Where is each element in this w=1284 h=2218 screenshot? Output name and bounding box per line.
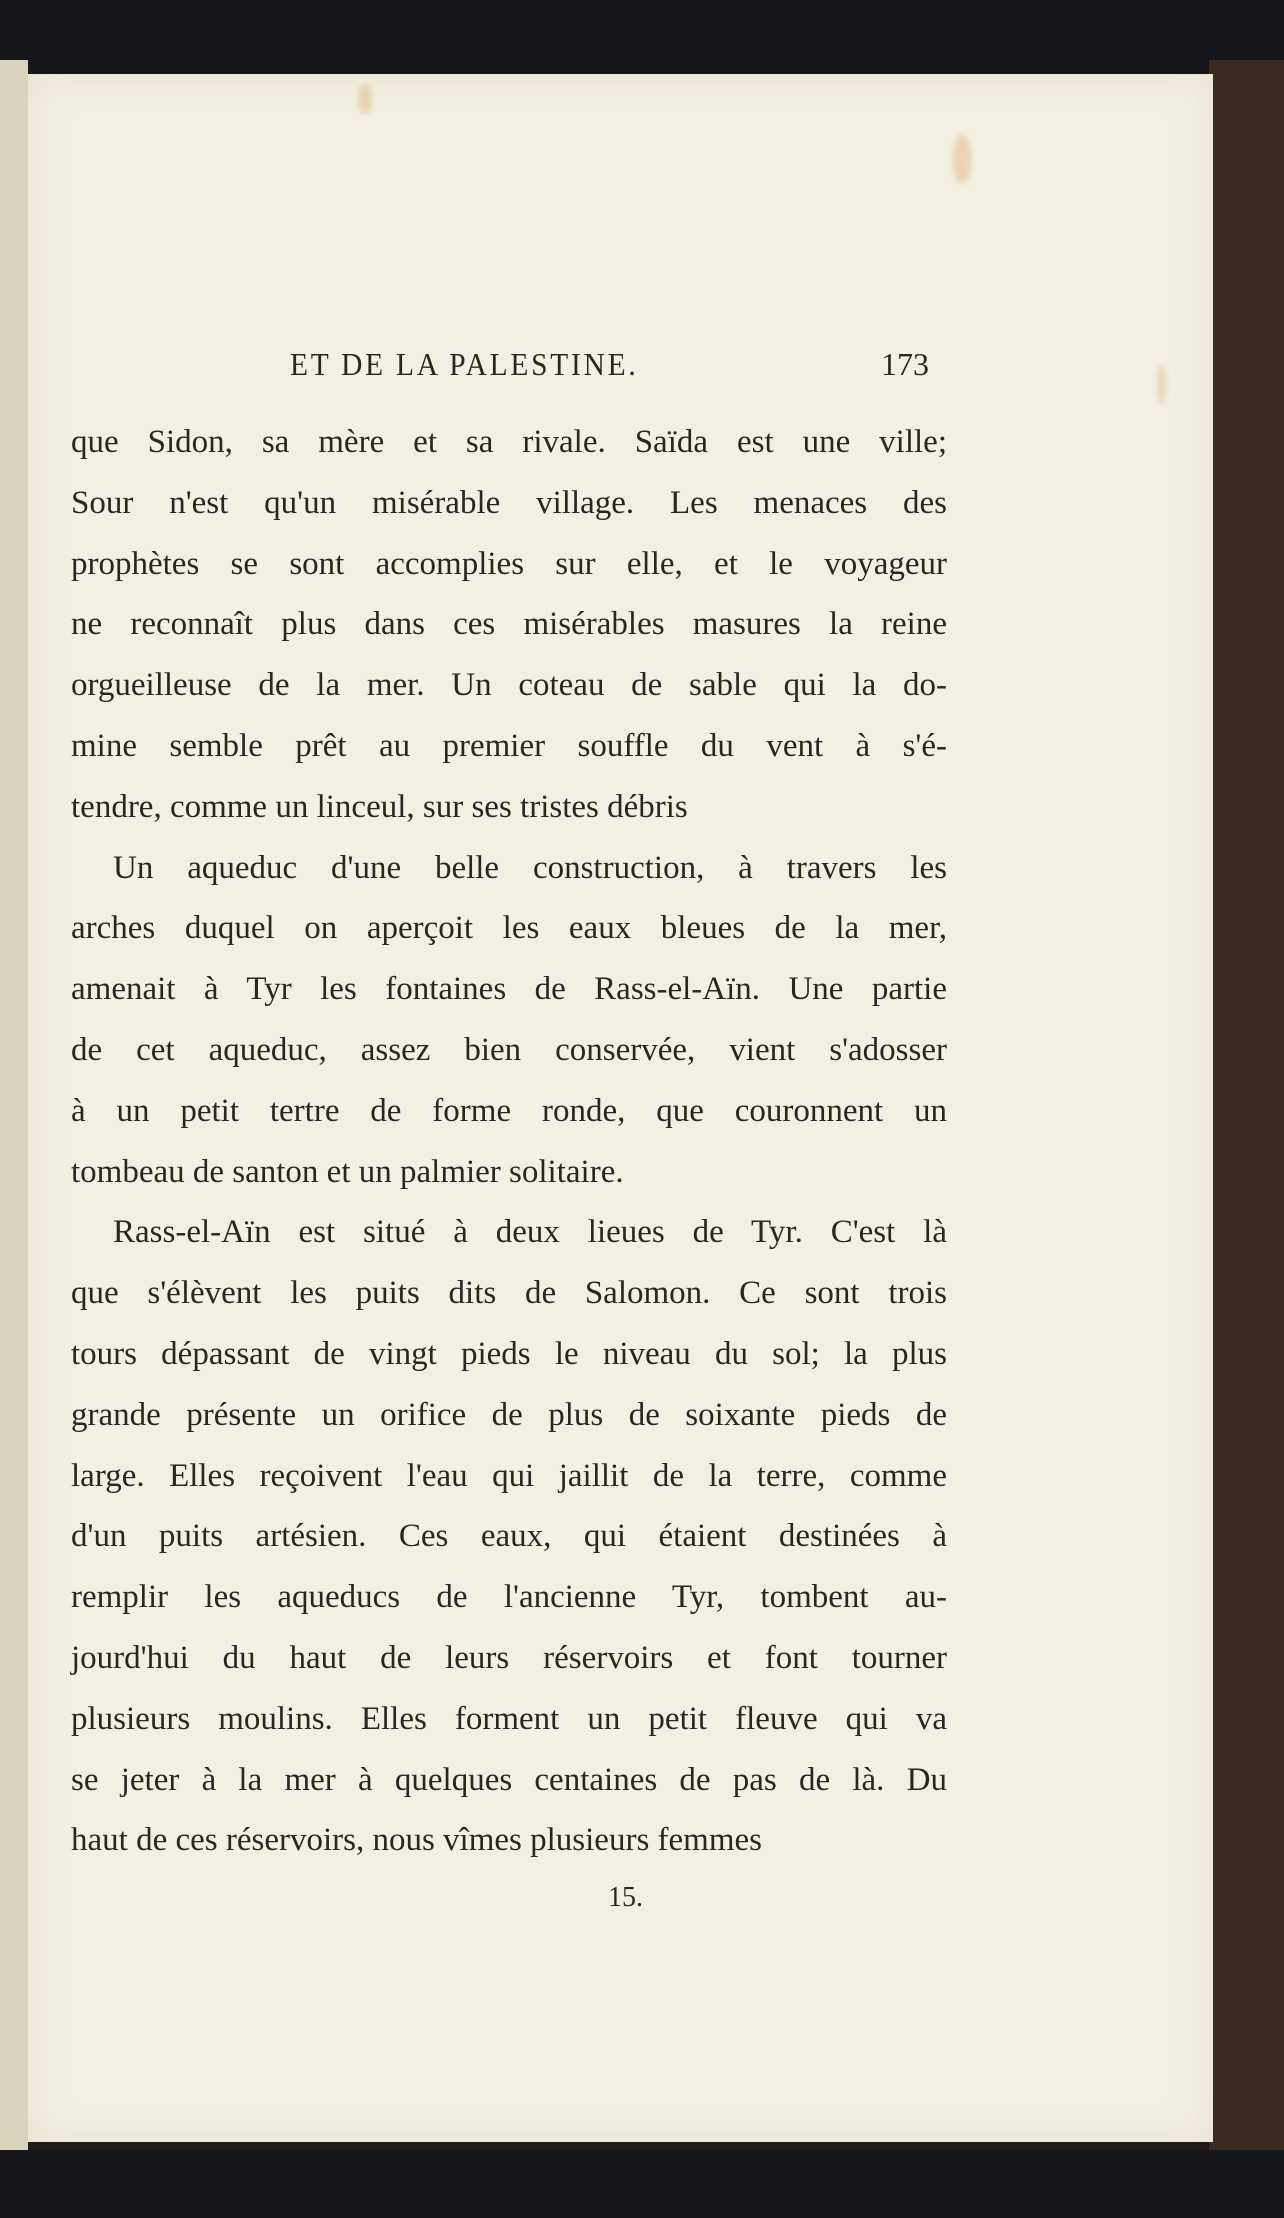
book-page [28, 74, 1213, 2142]
text-line: orgueilleuse de la mer. Un coteau de sable qui la do- [71, 667, 947, 704]
running-title: ET DE LA PALESTINE. [290, 346, 639, 382]
text-line: grande présente un orifice de plus de soixante pieds de [71, 1396, 947, 1433]
text-line: Rass-el-Aïn est situé à deux lieues de Tyr. C'est là [113, 1214, 947, 1251]
text-line: prophètes se sont accomplies sur elle, et le voyageur [71, 545, 947, 582]
text-line: tendre, comme un linceul, sur ses tristes débris [71, 788, 688, 825]
paragraph [71, 412, 947, 838]
text-line: à un petit tertre de forme ronde, que couronnent un [71, 1092, 947, 1129]
text-line: ne reconnaît plus dans ces misérables masures la reine [71, 606, 947, 643]
foxing-stain [953, 134, 971, 184]
body-text [71, 412, 947, 1871]
text-line: jourd'hui du haut de leurs réservoirs et font tourner [71, 1639, 947, 1676]
scan-background-top [0, 0, 1284, 74]
text-line: amenait à Tyr les fontaines de Rass-el-Aïn. Une partie [71, 971, 947, 1008]
page-edge-left [0, 60, 28, 2150]
text-line: haut de ces réservoirs, nous vîmes plusieurs femmes [71, 1822, 763, 1859]
text-line: que s'élèvent les puits dits de Salomon. Ce sont trois [71, 1275, 947, 1312]
text-line: remplir les aqueducs de l'ancienne Tyr, tombent au- [71, 1579, 947, 1616]
text-line: se jeter à la mer à quelques centaines de pas de là. Du [71, 1761, 947, 1798]
text-line: mine semble prêt au premier souffle du vent à s'é- [71, 727, 947, 764]
text-line: plusieurs moulins. Elles forment un petit fleuve qui va [71, 1700, 947, 1737]
text-line: large. Elles reçoivent l'eau qui jaillit de la terre, comme [71, 1457, 947, 1494]
text-line: tours dépassant de vingt pieds le niveau du sol; la plus [71, 1335, 947, 1372]
signature-mark: 15. [608, 1882, 643, 1913]
text-line: tombeau de santon et un palmier solitaire. [71, 1153, 624, 1190]
scan-background-bottom [0, 2150, 1284, 2218]
page-number: 173 [881, 346, 929, 382]
text-line: de cet aqueduc, assez bien conservée, vient s'adosser [71, 1031, 947, 1068]
foxing-stain [358, 84, 372, 114]
text-line: arches duquel on aperçoit les eaux bleues de la mer, [71, 910, 947, 947]
paragraph [71, 838, 947, 1203]
text-line: que Sidon, sa mère et sa rivale. Saïda est une ville; [71, 424, 947, 460]
text-line: Un aqueduc d'une belle construction, à travers les [113, 849, 947, 886]
text-line: d'un puits artésien. Ces eaux, qui étaient destinées à [71, 1518, 947, 1555]
scan-background-right [1209, 60, 1284, 2160]
page-header [28, 346, 1213, 386]
text-line: Sour n'est qu'un misérable village. Les menaces des [71, 484, 947, 521]
paragraph [71, 1202, 947, 1871]
